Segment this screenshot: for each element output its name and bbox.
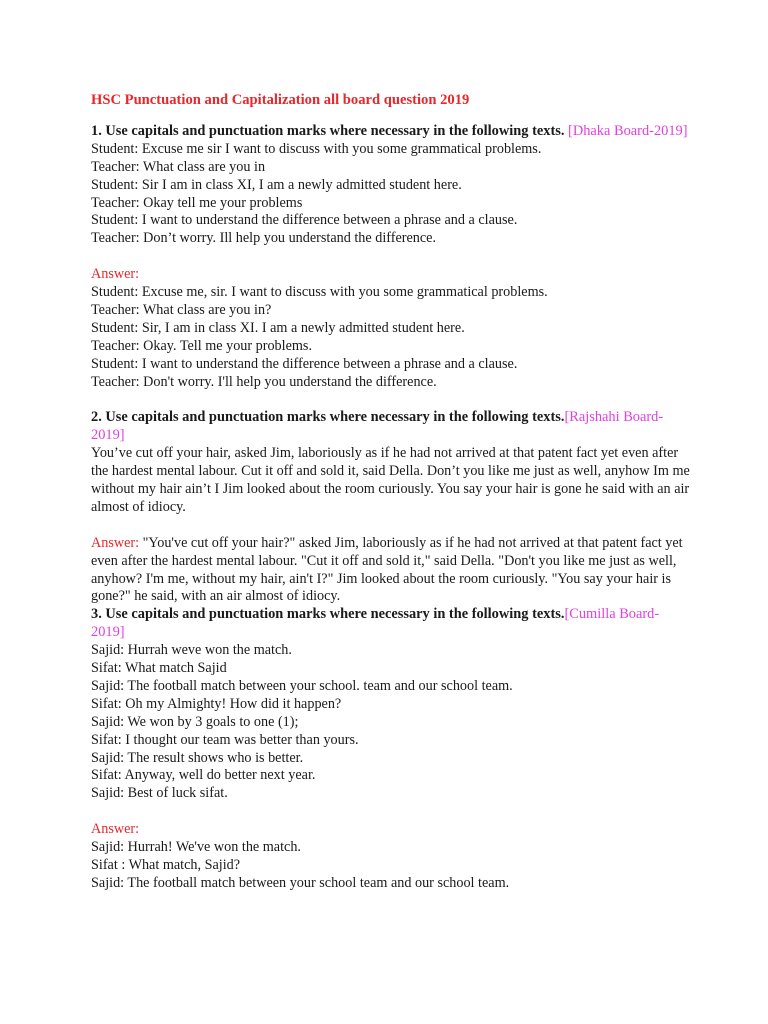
question-1-board: [Dhaka Board-2019] xyxy=(564,122,688,139)
question-line: Teacher: What class are you in xyxy=(91,158,266,175)
question-line: Sajid: Best of luck sifat. xyxy=(91,785,228,802)
answer-line: Teacher: Don't worry. I'll help you understand the difference. xyxy=(91,373,437,390)
question-paragraph: You’ve cut off your hair, asked Jim, laboriously as if he had not arrived at that patent fact yet even after the hardest mental labour. Cut it off and sold it, said Della. Don’t you like me just as well, anyhow Im me without my hair ain’t I Jim looked about the room curiously. You say your hair is gone he said with an air almost of idiocy. xyxy=(91,445,690,515)
question-line: Sifat: I thought our team was better than yours. xyxy=(91,731,359,748)
question-line: Sifat: Oh my Almighty! How did it happen? xyxy=(91,695,342,712)
question-line: Student: Excuse me sir I want to discuss with you some grammatical problems. xyxy=(91,140,542,157)
question-3-heading xyxy=(91,606,691,642)
question-line: Teacher: Okay tell me your problems xyxy=(91,194,303,211)
document-title: HSC Punctuation and Capitalization all board question 2019 xyxy=(91,92,470,108)
answer-line: Teacher: Okay. Tell me your problems. xyxy=(91,337,312,354)
answer-line: Sifat : What match, Sajid? xyxy=(91,857,241,873)
question-2-heading xyxy=(91,409,691,445)
spacer xyxy=(91,248,691,266)
answer-line: Student: Sir, I am in class XI. I am a newly admitted student here. xyxy=(91,319,465,336)
answer-line: Student: Excuse me, sir. I want to discuss with you some grammatical problems. xyxy=(91,284,548,301)
question-3 xyxy=(91,606,691,892)
question-2 xyxy=(91,409,691,606)
answer-line: Student: I want to understand the difference between a phrase and a clause. xyxy=(91,355,518,372)
question-line: Sifat: What match Sajid xyxy=(91,660,227,677)
answer-line: Teacher: What class are you in? xyxy=(91,301,272,318)
answer-paragraph xyxy=(91,535,691,607)
answer-text: "You've cut off your hair?" asked Jim, laboriously as if he had not arrived at that patent fact yet even after the hardest mental labour. "Cut it off and sold it," said Della. "Don't you like me just as well, anyhow? I'm me, without my hair, ain't I?" Jim looked about the room curiously. "You say your hair is gone?" he said, with an air almost of idiocy. xyxy=(91,534,683,605)
answer-line: Sajid: The football match between your school team and our school team. xyxy=(91,874,510,891)
spacer xyxy=(91,803,691,821)
question-3-board: [Cumilla Board-2019] xyxy=(91,606,660,641)
question-line: Teacher: Don’t worry. Ill help you understand the difference. xyxy=(91,230,437,247)
question-line: Sajid: The football match between your school. team and our school team. xyxy=(91,677,513,694)
question-line: Sajid: We won by 3 goals to one (1); xyxy=(91,713,299,730)
question-line: Student: Sir I am in class XI, I am a newly admitted student here. xyxy=(91,176,462,193)
answer-label: Answer: xyxy=(91,821,140,838)
question-1 xyxy=(91,123,691,409)
document-page xyxy=(91,92,691,893)
question-line: Sajid: The result shows who is better. xyxy=(91,749,304,766)
question-2-board: [Rajshahi Board-2019] xyxy=(91,409,664,444)
question-line: Student: I want to understand the difference between a phrase and a clause. xyxy=(91,212,518,229)
question-2-heading-text: 2. Use capitals and punctuation marks where necessary in the following texts. xyxy=(91,409,565,426)
answer-line: Sajid: Hurrah! We've won the match. xyxy=(91,839,301,856)
question-3-heading-text: 3. Use capitals and punctuation marks where necessary in the following texts. xyxy=(91,606,565,623)
question-1-heading xyxy=(91,123,691,141)
question-line: Sifat: Anyway, well do better next year. xyxy=(91,767,316,784)
spacer xyxy=(91,517,691,535)
answer-label: Answer: xyxy=(91,266,140,283)
spacer xyxy=(91,391,691,409)
question-line: Sajid: Hurrah weve won the match. xyxy=(91,642,292,659)
question-1-heading-text: 1. Use capitals and punctuation marks where necessary in the following texts. xyxy=(91,122,565,139)
answer-label: Answer: xyxy=(91,534,140,551)
